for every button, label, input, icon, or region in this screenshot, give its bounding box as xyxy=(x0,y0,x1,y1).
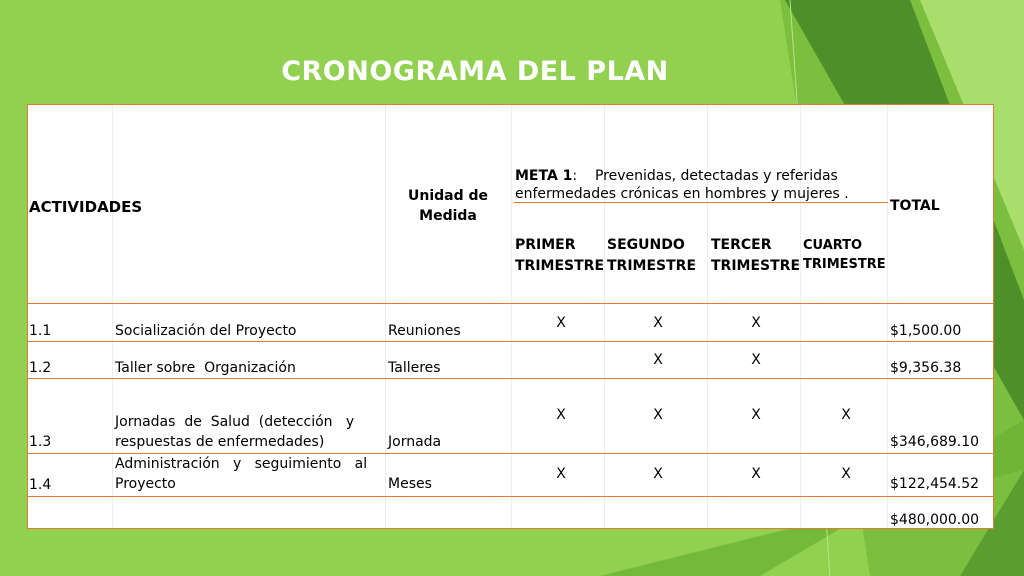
row-3-activity-line1: Jornadas de Salud (detección y xyxy=(115,414,355,430)
row-divider xyxy=(28,378,993,379)
row-2-activity: Taller sobre Organización xyxy=(115,360,296,376)
row-3-q2: X xyxy=(653,407,663,423)
row-2-q2: X xyxy=(653,352,663,368)
row-3-activity-line2: respuestas de enfermedades) xyxy=(115,434,325,450)
row-2-unit: Talleres xyxy=(388,360,441,376)
row-1-total: $1,500.00 xyxy=(890,323,962,339)
header-meta-line1 xyxy=(515,167,838,185)
row-3-q4: X xyxy=(841,407,851,423)
row-3-number: 1.3 xyxy=(29,434,52,450)
meta-label: META 1 xyxy=(515,168,573,184)
meta-underline xyxy=(514,202,888,203)
row-divider xyxy=(28,496,993,497)
row-1-activity: Socialización del Proyecto xyxy=(115,323,297,339)
header-q1-line2: TRIMESTRE xyxy=(515,258,605,274)
header-q3-line2: TRIMESTRE xyxy=(711,258,801,274)
row-3-total: $346,689.10 xyxy=(890,434,980,450)
header-meta-line2: enfermedades crónicas en hombres y mujeres . xyxy=(515,186,849,202)
row-4-activity-line2: Proyecto xyxy=(115,476,176,492)
meta-line1-text: : Prevenidas, detectadas y referidas xyxy=(572,168,838,184)
row-3-unit: Jornada xyxy=(388,434,442,450)
column-divider xyxy=(112,105,113,528)
row-1-q3: X xyxy=(751,315,761,331)
row-3-q1: X xyxy=(556,407,566,423)
header-activities: ACTIVIDADES xyxy=(29,198,143,216)
row-1-q1: X xyxy=(556,315,566,331)
header-q1-line1: PRIMER xyxy=(515,237,576,253)
row-4-total: $122,454.52 xyxy=(890,476,980,492)
row-divider xyxy=(28,341,993,342)
header-q4-line1: CUARTO xyxy=(803,238,863,253)
header-q2-line2: TRIMESTRE xyxy=(607,258,697,274)
header-total: TOTAL xyxy=(890,198,940,214)
row-2-total: $9,356.38 xyxy=(890,360,962,376)
column-divider xyxy=(385,105,386,528)
header-q2-line1: SEGUNDO xyxy=(607,237,685,253)
column-divider xyxy=(511,105,512,528)
row-4-q2: X xyxy=(653,466,663,482)
row-divider xyxy=(28,453,993,454)
header-q4-line2: TRIMESTRE xyxy=(803,257,886,272)
schedule-table xyxy=(27,104,994,529)
header-unit-line1: Unidad de xyxy=(407,188,488,204)
row-4-q1: X xyxy=(556,466,566,482)
header-q3-line1: TERCER xyxy=(711,237,772,253)
row-4-unit: Meses xyxy=(388,476,432,492)
page-title: CRONOGRAMA DEL PLAN xyxy=(281,56,669,87)
row-2-number: 1.2 xyxy=(29,360,52,376)
row-4-activity-line1: Administración y seguimiento al xyxy=(115,456,368,472)
grand-total: $480,000.00 xyxy=(890,512,980,528)
row-1-q2: X xyxy=(653,315,663,331)
column-divider xyxy=(887,105,888,528)
row-1-unit: Reuniones xyxy=(388,323,461,339)
row-4-q3: X xyxy=(751,466,761,482)
row-divider xyxy=(28,303,993,304)
row-4-number: 1.4 xyxy=(29,477,52,493)
header-unit-line2: Medida xyxy=(419,208,477,224)
row-1-number: 1.1 xyxy=(29,323,52,339)
row-3-q3: X xyxy=(751,407,761,423)
row-4-q4: X xyxy=(841,466,851,482)
row-2-q3: X xyxy=(751,352,761,368)
